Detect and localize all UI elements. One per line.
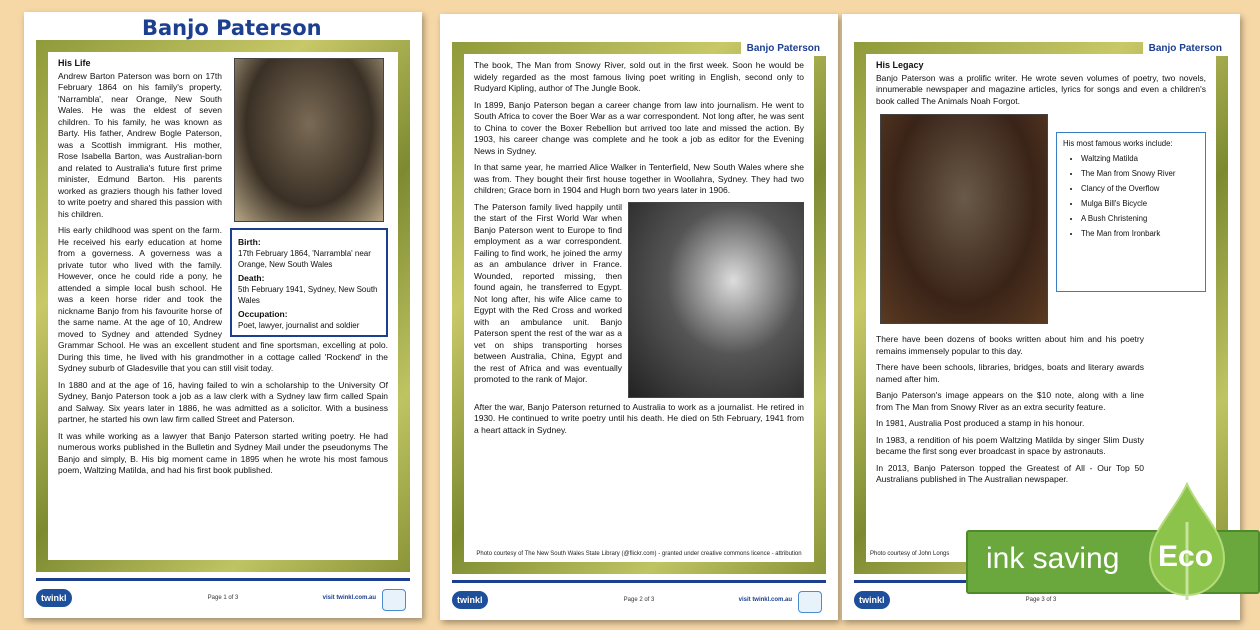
work-item: • A Bush Christening	[1081, 213, 1199, 224]
paragraph: Banjo Paterson was a prolific writer. He wrote seven volumes of poetry, two novels, innumerable newspaper and magazine articles, lyrics for songs and even a children's book called The Animals Noah Forgot.	[876, 72, 1206, 106]
page-header-title: Banjo Paterson	[1143, 41, 1228, 56]
page-1	[24, 12, 422, 618]
facts-box	[230, 228, 388, 337]
paragraph: There have been dozens of books written about him and his poetry remains immensely popular to this day.	[876, 334, 1144, 356]
decorative-frame	[452, 42, 826, 574]
twinkl-logo[interactable]: twinkl	[452, 591, 488, 609]
famous-works-box	[1056, 132, 1206, 292]
works-title: His most famous works include:	[1063, 139, 1173, 148]
eco-label: Eco	[1158, 540, 1214, 573]
paragraph: In 1880 and at the age of 16, having failed to win a scholarship to the University Of Sydney, Banjo Paterson took a job as a law clerk with a Sydney law firm called Spain and Salway. Six years later in 1886, he was admitted as a solicitor. With a business partner, he started his own law firm called Street and Paterson.	[58, 379, 388, 424]
twinkl-logo[interactable]: twinkl	[36, 589, 72, 607]
ink-saving-label: ink saving	[986, 542, 1120, 575]
page-footer	[36, 578, 410, 614]
twinkl-logo[interactable]: twinkl	[854, 591, 890, 609]
paragraph: After the war, Banjo Paterson returned to Australia to work as a journalist. He retired in 1930. He continued to write poetry until his death. He died on 5th February, 1941 from a heart attack in Sydney.	[474, 401, 804, 435]
paragraph: It was while working as a lawyer that Banjo Paterson started writing poetry. He had numerous works published in the Bulletin and Sydney Mail under the pseudonyms The Banjo and simply, B. His big moment came in 1895 when he wrote his most famous poem, Waltzing Matilda, and had his first book published.	[58, 430, 388, 475]
decorative-frame	[36, 40, 410, 572]
section-heading: His Legacy	[876, 60, 924, 70]
visit-link[interactable]: visit twinkl.com.au	[738, 597, 792, 603]
paragraph: Banjo Paterson's image appears on the $10 note, along with a line from The Man from Snowy River as an extra security feature.	[876, 390, 1144, 412]
work-item: • The Man from Snowy River	[1081, 168, 1199, 179]
work-item: • The Man from Ironbark	[1081, 228, 1199, 239]
paragraph: In that same year, he married Alice Walker in Tenterfield, New South Wales where she was from. They bought their first house together in Woollahra, Sydney. They had two children; Grace born in 1904 and Hugh born two years later in 1906.	[474, 162, 804, 195]
paragraph: Andrew Barton Paterson was born on 17th February 1864 on his family's property, 'Narrambla', near Orange, New South Wales. He was the eldest of seven children. To his family, he was known as Barty. His father, Andrew Bogle Paterson, was a Scottish immigrant. His mother, Rose Isabella Barton, was Australian-born and related to Australia's future first prime minister, Edmund Barton. His parents worked as graziers though his father loved to write poetry and shared this passion with his children.	[58, 70, 222, 219]
work-item: • Clancy of the Overflow	[1081, 183, 1199, 194]
badge-icon	[382, 589, 406, 611]
paragraph: In 1981, Australia Post produced a stamp in his honour.	[876, 418, 1085, 428]
birth-label: Birth:	[238, 237, 261, 247]
page-footer	[452, 580, 826, 616]
page-header-title: Banjo Paterson	[741, 41, 826, 56]
paragraph: His early childhood was spent on the farm. He received his early education at home from a governess. A governess was a private tutor who lived with the family. However, once he could ride a pony, he attended a simple local bush school. He was a keen horse rider and took the nickname Banjo from his favourite horse of the same name. At the age of 10, Andrew moved to Sydney and attended Sydney Grammar School. He was an excellent student and fine sportsman, excelling at polo. During this time, he lived with his grandmother in a cottage called 'Rockend' in the Sydney suburb of Gladesville that you can still visit today.	[58, 225, 388, 373]
photo-caption: Photo courtesy of John Longs	[870, 550, 950, 557]
paragraph: In 1899, Banjo Paterson began a career change from law into journalism. He went to South Africa to cover the Boer War as a war correspondent. Not long after, he was sent to China to cover the Boxer Rebellion but arrived too late and missed the action. By 1903, his career change was complete and he took a job as editor for the Evening News in Sydney.	[474, 99, 804, 156]
side-column	[230, 58, 388, 337]
section-heading: His Life	[58, 58, 91, 68]
occupation-label: Occupation:	[238, 309, 288, 319]
page-number: Page 3 of 3	[1025, 597, 1057, 603]
death-value: 5th February 1941, Sydney, New South Wales	[238, 285, 378, 305]
page-number: Page 1 of 3	[207, 595, 239, 601]
paragraph: There have been schools, libraries, bridges, boats and literary awards named after him.	[876, 362, 1144, 384]
page-number: Page 2 of 3	[623, 597, 655, 603]
photo-caption: Photo courtesy of The New South Wales State Library (@flickr.com) - granted under creative commons licence - attribution	[476, 550, 802, 557]
badge-icon	[798, 591, 822, 613]
visit-link[interactable]: visit twinkl.com.au	[322, 595, 376, 601]
work-item: • Waltzing Matilda	[1081, 153, 1199, 164]
death-label: Death:	[238, 273, 265, 283]
paragraph: The book, The Man from Snowy River, sold out in the first week. Soon he would be widely regarded as the most famous living poet writing in English, second only to Rudyard Kipling, author of The Jungle Book.	[474, 60, 804, 93]
paragraph: The Paterson family lived happily until the start of the First World War when Banjo Paterson went to Europe to find employment as a war correspondent. Failing to find work, he joined the army as an ambulance driver in France. Wounded, reported missing, then found again, he transferred to Egypt. Not long after, his wife Alice came to Egypt with the Red Cross and worked with an ambulance unit. Banjo Paterson spent the rest of the war as a vet on ships transporting horses between Australia, China, Egypt and the rest of Africa and was eventually promoted to the rank of Major.	[474, 201, 622, 384]
paragraph: In 2013, Banjo Paterson topped the Greatest of All - Our Top 50 Australians published in The Australian newspaper.	[876, 462, 1144, 484]
portrait-painting	[880, 114, 1048, 324]
work-item: • Mulga Bill's Bicycle	[1081, 198, 1199, 209]
portrait-photo	[234, 58, 384, 222]
family-photo	[628, 202, 804, 398]
paragraph: In 1983, a rendition of his poem Waltzing Matilda by singer Slim Dusty became the first song ever broadcast in space by astronauts.	[876, 434, 1144, 456]
occupation-value: Poet, lawyer, journalist and soldier	[238, 321, 360, 330]
page-title: Banjo Paterson	[136, 16, 328, 40]
birth-value: 17th February 1864, 'Narrambla' near Orange, New South Wales	[238, 249, 371, 269]
page-2	[440, 14, 838, 620]
